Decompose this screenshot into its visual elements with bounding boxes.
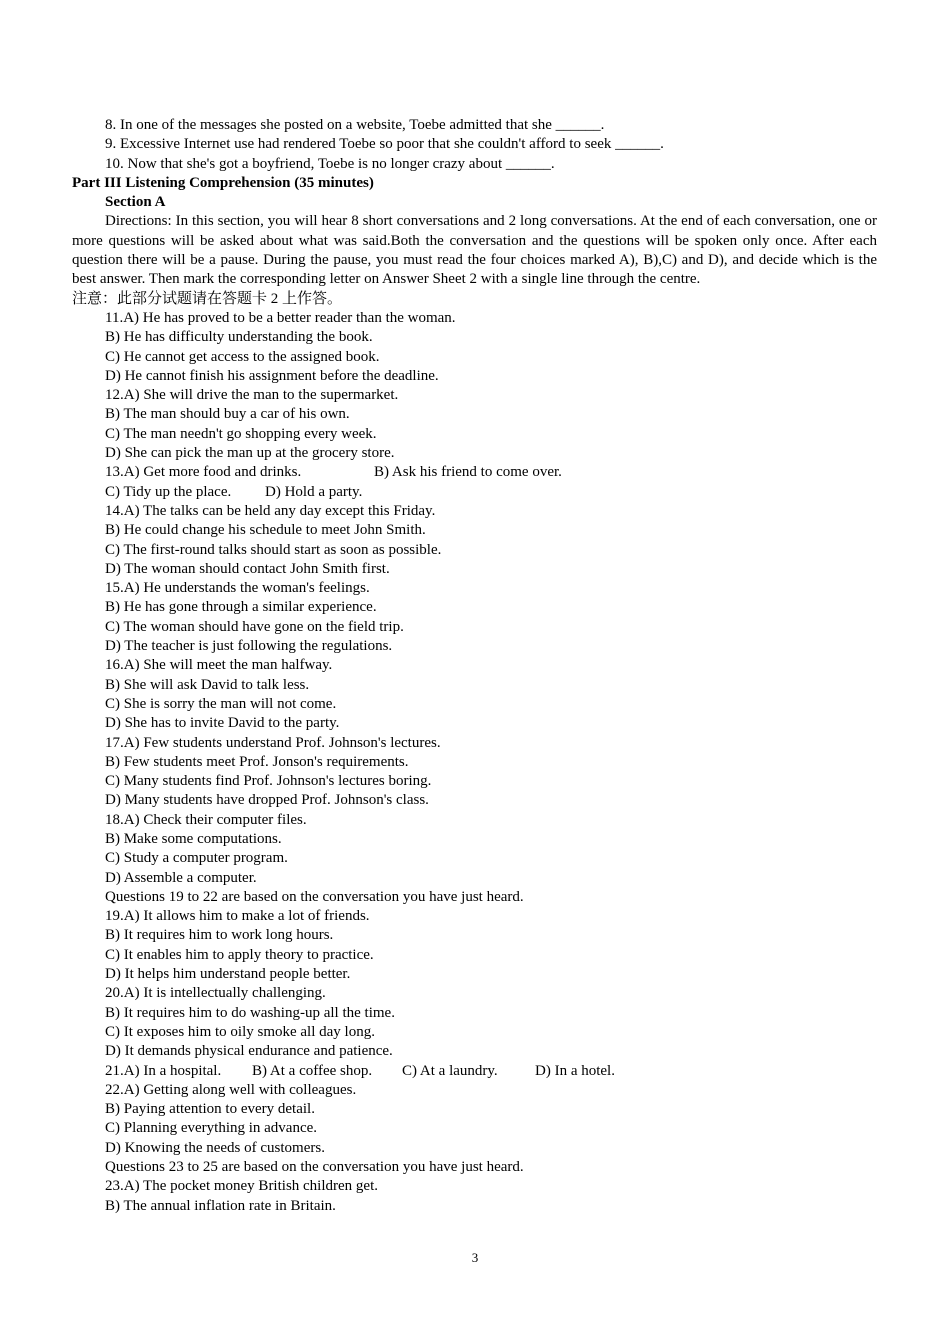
option-line: B) The man should buy a car of his own. (105, 406, 350, 423)
question-13 (72, 463, 877, 502)
option-line: C) Planning everything in advance. (105, 1120, 318, 1137)
option-row (72, 463, 877, 482)
question-18 (72, 811, 877, 888)
option-line: 23.A) The pocket money British children get. (105, 1178, 378, 1195)
option-line: C) It exposes him to oily smoke all day long. (105, 1023, 375, 1040)
question-14 (72, 502, 877, 579)
question-10: 10. Now that she's got a boyfriend, Toebe is no longer crazy about ______. (105, 155, 555, 172)
option-line: 16.A) She will meet the man halfway. (105, 657, 333, 674)
option-a: 13.A) Get more food and drinks. (105, 464, 302, 481)
questions-23-25-intro: Questions 23 to 25 are based on the conversation you have just heard. (105, 1159, 524, 1176)
question-21 (72, 1062, 877, 1081)
option-line: C) The man needn't go shopping every week. (105, 425, 377, 442)
page-number: 3 (471, 1250, 479, 1265)
option-line: D) The woman should contact John Smith first. (105, 560, 390, 577)
option-line: D) Assemble a computer. (105, 869, 257, 886)
option-line: B) Few students meet Prof. Jonson's requirements. (105, 753, 409, 770)
option-line: B) He could change his schedule to meet John Smith. (105, 522, 426, 539)
option-line: B) He has difficulty understanding the book. (105, 329, 373, 346)
option-line: B) He has gone through a similar experience. (105, 599, 377, 616)
option-line: B) She will ask David to talk less. (105, 676, 310, 693)
option-line: 17.A) Few students understand Prof. Johnson's lectures. (105, 734, 441, 751)
part-title: Part III Listening Comprehension (35 minutes) (72, 174, 374, 191)
option-line: D) She has to invite David to the party. (105, 715, 340, 732)
option-line: D) She can pick the man up at the grocery store. (105, 445, 395, 462)
question-16 (72, 656, 877, 733)
question-12 (72, 386, 877, 463)
option-line: B) Make some computations. (105, 830, 282, 847)
question-19 (72, 907, 877, 984)
option-row (72, 483, 877, 502)
option-line: B) It requires him to work long hours. (105, 927, 334, 944)
option-line: 12.A) She will drive the man to the supermarket. (105, 387, 399, 404)
option-line: 14.A) The talks can be held any day except this Friday. (105, 502, 436, 519)
option-line: D) He cannot finish his assignment before the deadline. (105, 367, 439, 384)
document-page (72, 116, 877, 1216)
option-b: B) At a coffee shop. (252, 1062, 373, 1079)
option-line: 20.A) It is intellectually challenging. (105, 985, 326, 1002)
option-d: D) In a hotel. (535, 1062, 615, 1079)
option-line: C) The first-round talks should start as soon as possible. (105, 541, 442, 558)
question-23 (72, 1177, 877, 1216)
option-line: D) It helps him understand people better. (105, 966, 351, 983)
option-line: 11.A) He has proved to be a better reader than the woman. (105, 309, 456, 326)
option-line: 22.A) Getting along well with colleagues. (105, 1081, 357, 1098)
option-line: B) Paying attention to every detail. (105, 1101, 315, 1118)
question-20 (72, 984, 877, 1061)
option-line: D) The teacher is just following the regulations. (105, 638, 393, 655)
option-line: 15.A) He understands the woman's feelings. (105, 580, 370, 597)
option-line: C) The woman should have gone on the field trip. (105, 618, 404, 635)
option-a: 21.A) In a hospital. (105, 1062, 222, 1079)
option-line: C) She is sorry the man will not come. (105, 695, 337, 712)
directions-paragraph: Directions: In this section, you will hear 8 short conversations and 2 long conversations. At the end of each conversation, one or more questions will be asked about what was said.Both the conversation and the questions will be spoken only once. After each question there will be a pause. During the pause, you must read the four choices marked A), B),C) and D), and decide which is the best answer. Then mark the corresponding letter on Answer Sheet 2 with a single line through the centre. (72, 213, 877, 288)
option-line: B) The annual inflation rate in Britain. (105, 1197, 336, 1214)
option-line: 18.A) Check their computer files. (105, 811, 307, 828)
section-title: Section A (105, 194, 166, 211)
question-9: 9. Excessive Internet use had rendered Toebe so poor that she couldn't afford to seek ______. (105, 136, 664, 153)
option-d: D) Hold a party. (265, 483, 363, 500)
option-line: D) Knowing the needs of customers. (105, 1139, 325, 1156)
question-11 (72, 309, 877, 386)
question-8: 8. In one of the messages she posted on a website, Toebe admitted that she ______. (105, 117, 605, 133)
chinese-note: 注意：此部分试题请在答题卡 2 上作答。 (72, 290, 343, 307)
option-b: B) Ask his friend to come over. (374, 464, 562, 481)
option-line: C) He cannot get access to the assigned book. (105, 348, 380, 365)
question-15 (72, 579, 877, 656)
question-22 (72, 1081, 877, 1158)
option-line: C) It enables him to apply theory to practice. (105, 946, 374, 963)
option-line: B) It requires him to do washing-up all the time. (105, 1004, 395, 1021)
option-line: 19.A) It allows him to make a lot of friends. (105, 908, 370, 925)
questions-19-22-intro: Questions 19 to 22 are based on the conversation you have just heard. (105, 888, 524, 905)
option-line: D) It demands physical endurance and patience. (105, 1043, 393, 1060)
option-line: C) Many students find Prof. Johnson's lectures boring. (105, 773, 432, 790)
question-17 (72, 734, 877, 811)
option-c: C) At a laundry. (402, 1062, 498, 1079)
option-line: C) Study a computer program. (105, 850, 288, 867)
option-line: D) Many students have dropped Prof. Johnson's class. (105, 792, 429, 809)
option-c: C) Tidy up the place. (105, 483, 232, 500)
